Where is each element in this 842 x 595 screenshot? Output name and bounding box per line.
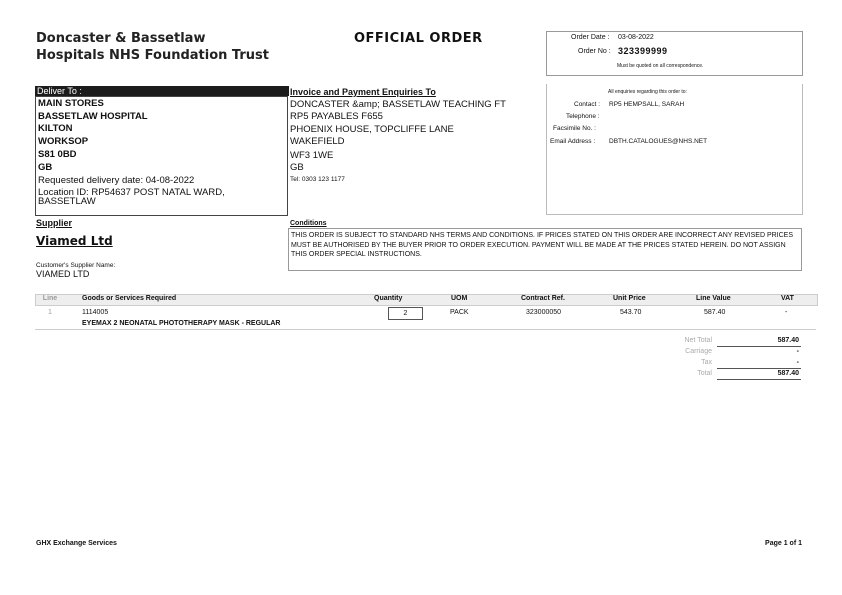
invoice-line: DONCASTER &amp; BASSETLAW TEACHING FT: [290, 99, 506, 110]
footer-provider: GHX Exchange Services: [36, 540, 117, 547]
total-label: Total: [697, 370, 712, 377]
col-goods: Goods or Services Required: [82, 295, 177, 302]
order-no-label: Order No :: [578, 48, 611, 55]
carriage-value: -: [796, 348, 799, 355]
supplier-label: Supplier: [36, 218, 73, 228]
col-quantity: Quantity: [374, 295, 403, 302]
col-uom: UOM: [451, 295, 468, 302]
order-date-label: Order Date :: [571, 34, 610, 41]
invoice-address: [290, 99, 506, 175]
supplier-name: Viamed Ltd: [36, 234, 113, 248]
facsimile-label: Facsimile No. :: [553, 125, 596, 132]
organisation-line-2: Hospitals NHS Foundation Trust: [36, 48, 269, 63]
order-no-value: 323399999: [618, 46, 668, 56]
organisation-line-1: Doncaster & Bassetlaw: [36, 31, 206, 46]
customer-supplier-name-label: Customer's Supplier Name:: [36, 262, 116, 269]
deliver-line: BASSETLAW HOSPITAL: [38, 110, 148, 122]
total-rule: [717, 379, 801, 380]
tax-value: -: [796, 359, 799, 366]
row-product-code: 1114005: [82, 309, 109, 316]
net-total-value: 587.40: [777, 337, 799, 344]
row-contract-ref: 323000050: [526, 309, 562, 316]
deliver-line: KILTON: [38, 123, 73, 134]
deliver-line: GB: [38, 161, 53, 173]
order-info-box: [546, 31, 803, 76]
invoice-heading: Invoice and Payment Enquiries To: [290, 87, 436, 97]
customer-supplier-name-value: VIAMED LTD: [36, 269, 90, 279]
page-number: Page 1 of 1: [765, 540, 802, 547]
deliver-to-heading: Deliver To :: [35, 86, 289, 96]
tax-label: Tax: [701, 359, 712, 366]
row-quantity: 2: [388, 307, 423, 320]
conditions-text: THIS ORDER IS SUBJECT TO STANDARD NHS TERMS AND CONDITIONS. IF PRICES STATED ON THIS ORDER ARE INCORRECT ANY REVISED PRICES MUST BE AUTHORISED BY THE BUYER PRIOR TO ORDER EXECUTION. PAYMENT WILL BE MADE AT THE PRICES STATED HEREIN. DO NOT ASSIGN THIS ORDER SPECIAL INSTRUCTIONS.: [291, 232, 794, 258]
conditions-label: Conditions: [290, 220, 327, 227]
telephone-label: Telephone :: [566, 113, 600, 120]
document-title: OFFICIAL ORDER: [354, 31, 483, 46]
deliver-line: WORKSOP: [38, 135, 89, 147]
email-value: DBTH.CATALOGUES@NHS.NET: [609, 138, 708, 145]
carriage-label: Carriage: [685, 348, 712, 355]
invoice-line: GB: [290, 162, 304, 174]
tax-rule: [717, 368, 801, 369]
col-unit-price: Unit Price: [613, 295, 646, 302]
col-vat: VAT: [781, 295, 794, 302]
col-line-value: Line Value: [696, 295, 731, 302]
location-id: Location ID: RP54637 POST NATAL WARD,: [38, 186, 225, 198]
col-line: Line: [42, 295, 58, 302]
invoice-line: WF3 1WE: [290, 150, 334, 162]
row-unit-price: 543.70: [620, 309, 642, 316]
invoice-line: WAKEFIELD: [290, 135, 345, 147]
organisation-name: [36, 30, 269, 64]
requested-delivery-date: Requested delivery date: 04-08-2022: [38, 175, 195, 186]
row-uom: PACK: [450, 309, 469, 316]
email-label: Email Address :: [550, 138, 596, 145]
enquiries-note: All enquiries regarding this order to:: [608, 89, 687, 95]
invoice-line: PHOENIX HOUSE, TOPCLIFFE LANE: [290, 123, 454, 135]
invoice-line: RP5 PAYABLES F655: [290, 111, 383, 123]
location-id-cont: BASSETLAW: [38, 195, 96, 207]
invoice-telephone: Tel: 0303 123 1177: [290, 176, 345, 183]
order-date-value: 03-08-2022: [618, 34, 654, 41]
deliver-line: MAIN STORES: [38, 98, 104, 109]
row-vat: -: [785, 309, 788, 316]
net-total-rule: [717, 346, 801, 347]
net-total-label: Net Total: [684, 337, 712, 344]
row-description: EYEMAX 2 NEONATAL PHOTOTHERAPY MASK - REGULAR: [82, 320, 281, 327]
contact-value: RP5 HEMPSALL, SARAH: [609, 101, 685, 108]
total-value: 587.40: [777, 370, 799, 377]
row-line-number: 1: [48, 309, 52, 316]
row-line-value: 587.40: [704, 309, 726, 316]
order-no-note: Must be quoted on all correspondence.: [617, 63, 704, 69]
deliver-line: S81 0BD: [38, 149, 77, 160]
col-contract-ref: Contract Ref.: [521, 295, 565, 302]
contact-label: Contact :: [574, 101, 601, 108]
deliver-to-address: [35, 96, 288, 216]
